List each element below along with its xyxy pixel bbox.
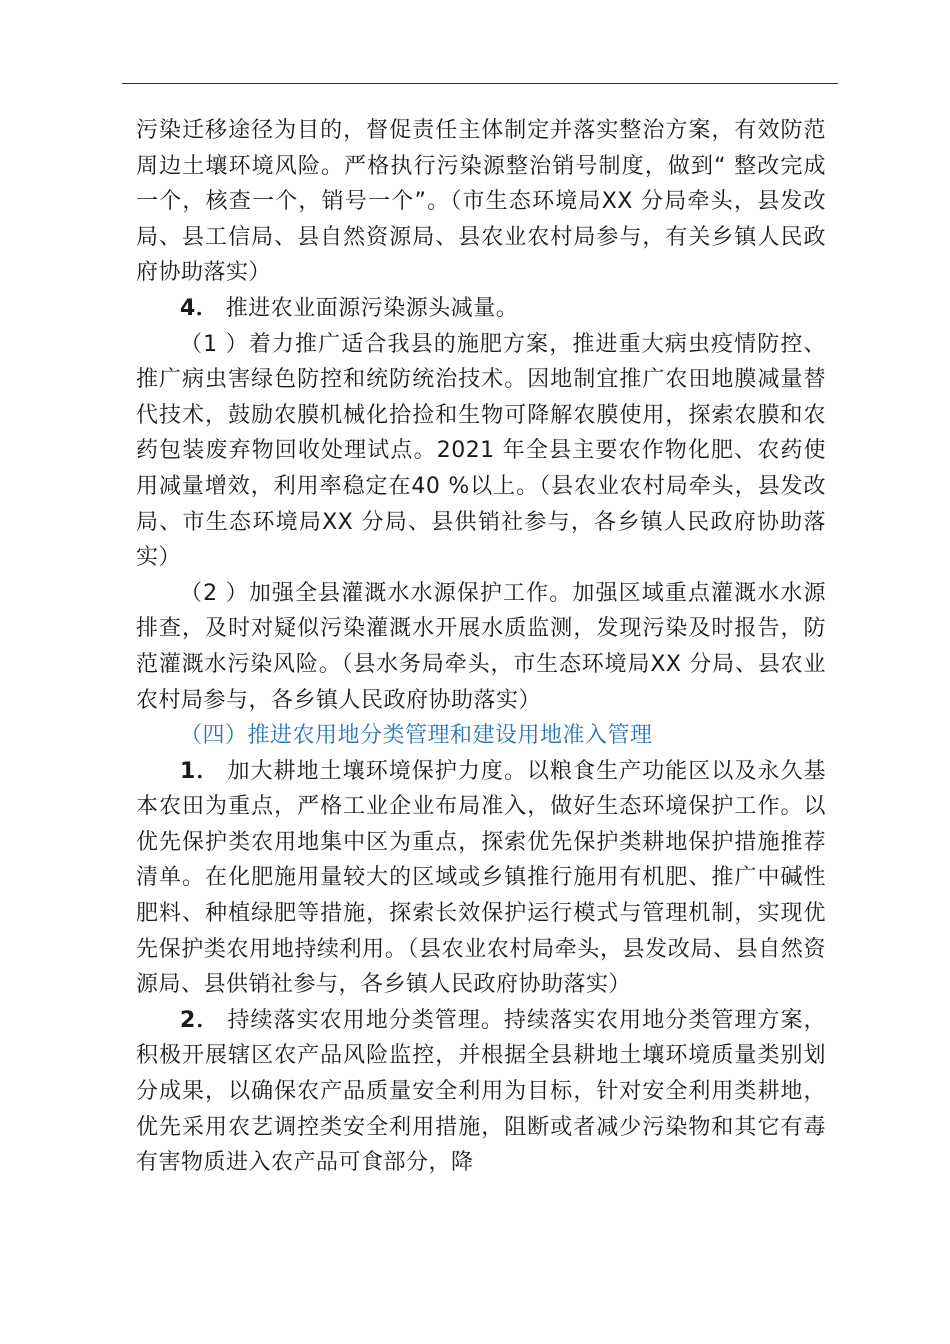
item-number: 4．: [180, 295, 219, 321]
item-title: 推进农业面源污染源头减量。: [218, 295, 519, 321]
section-heading-4: [136, 718, 826, 754]
item-4-heading: [136, 291, 826, 327]
paragraph-text: 污染迁移途径为目的，督促责任主体制定并落实整治方案，有效防范周边土壤环境风险。严格执行污染源整治销号制度，做到“ 整改完成一个，核查一个，销号一个”。（市生态环境局XX 分局牵头，县发改局、县工信局、县自然资源局、县农业农村局参与，有关乡镇人民政府协助落实）: [136, 118, 826, 286]
paragraph-text: 加大耕地土壤环境保护力度。以粮食生产功能区以及永久基本农田为重点，严格工业企业布局准入，做好生态环境保护工作。以优先保护类农用地集中区为重点，探索优先保护类耕地保护措施推荐清单。在化肥施用量较大的区域或乡镇推行施用有机肥、推广中碱性肥料、种植绿肥等措施，探索长效保护运行模式与管理机制，实现优先保护类农用地持续利用。（县农业农村局牵头，县发改局、县自然资源局、县供销社参与，各乡镇人民政府协助落实）: [136, 758, 827, 998]
paragraph-text: （1 ）着力推广适合我县的施肥方案，推进重大病虫疫情防控、推广病虫害绿色防控和统防统治技术。因地制宜推广农田地膜减量替代技术，鼓励农膜机械化拾捡和生物可降解农膜使用，探索农膜和农药包装废弃物回收处理试点。2021 年全县主要农作物化肥、农药使用减量增效，利用率稳定在40 %以上。（县农业农村局牵头，县发改局、市生态环境局XX 分局、县供销社参与，各乡镇人民政府协助落实）: [136, 331, 826, 571]
paragraph-text: （2 ）加强全县灌溉水水源保护工作。加强区域重点灌溉水水源排查，及时对疑似污染灌溉水开展水质监测，发现污染及时报告，防范灌溉水污染风险。（县水务局牵头，市生态环境局XX 分局、县农业农村局参与，各乡镇人民政府协助落实）: [136, 580, 826, 713]
item-1-farmland-protection: [136, 754, 826, 1003]
document-body: [136, 113, 826, 1181]
item-number: 1．: [180, 758, 220, 784]
section-title: （四）推进农用地分类管理和建设用地准入管理: [180, 723, 653, 749]
paragraph-pollution-migration: [136, 113, 826, 291]
header-rule: [122, 83, 838, 84]
item-number: 2．: [180, 1007, 220, 1033]
item-2-classification-management: [136, 1003, 826, 1181]
paragraph-irrigation-water: [136, 576, 826, 718]
paragraph-text: 持续落实农用地分类管理。持续落实农用地分类管理方案，积极开展辖区农产品风险监控，并根据全县耕地土壤环境质量类别划分成果，以确保农产品质量安全利用为目标，针对安全利用类耕地，优先采用农艺调控类安全利用措施，阻断或者减少污染物和其它有毒有害物质进入农产品可食部分，降: [136, 1007, 827, 1176]
paragraph-fertilizer-plan: [136, 327, 826, 576]
